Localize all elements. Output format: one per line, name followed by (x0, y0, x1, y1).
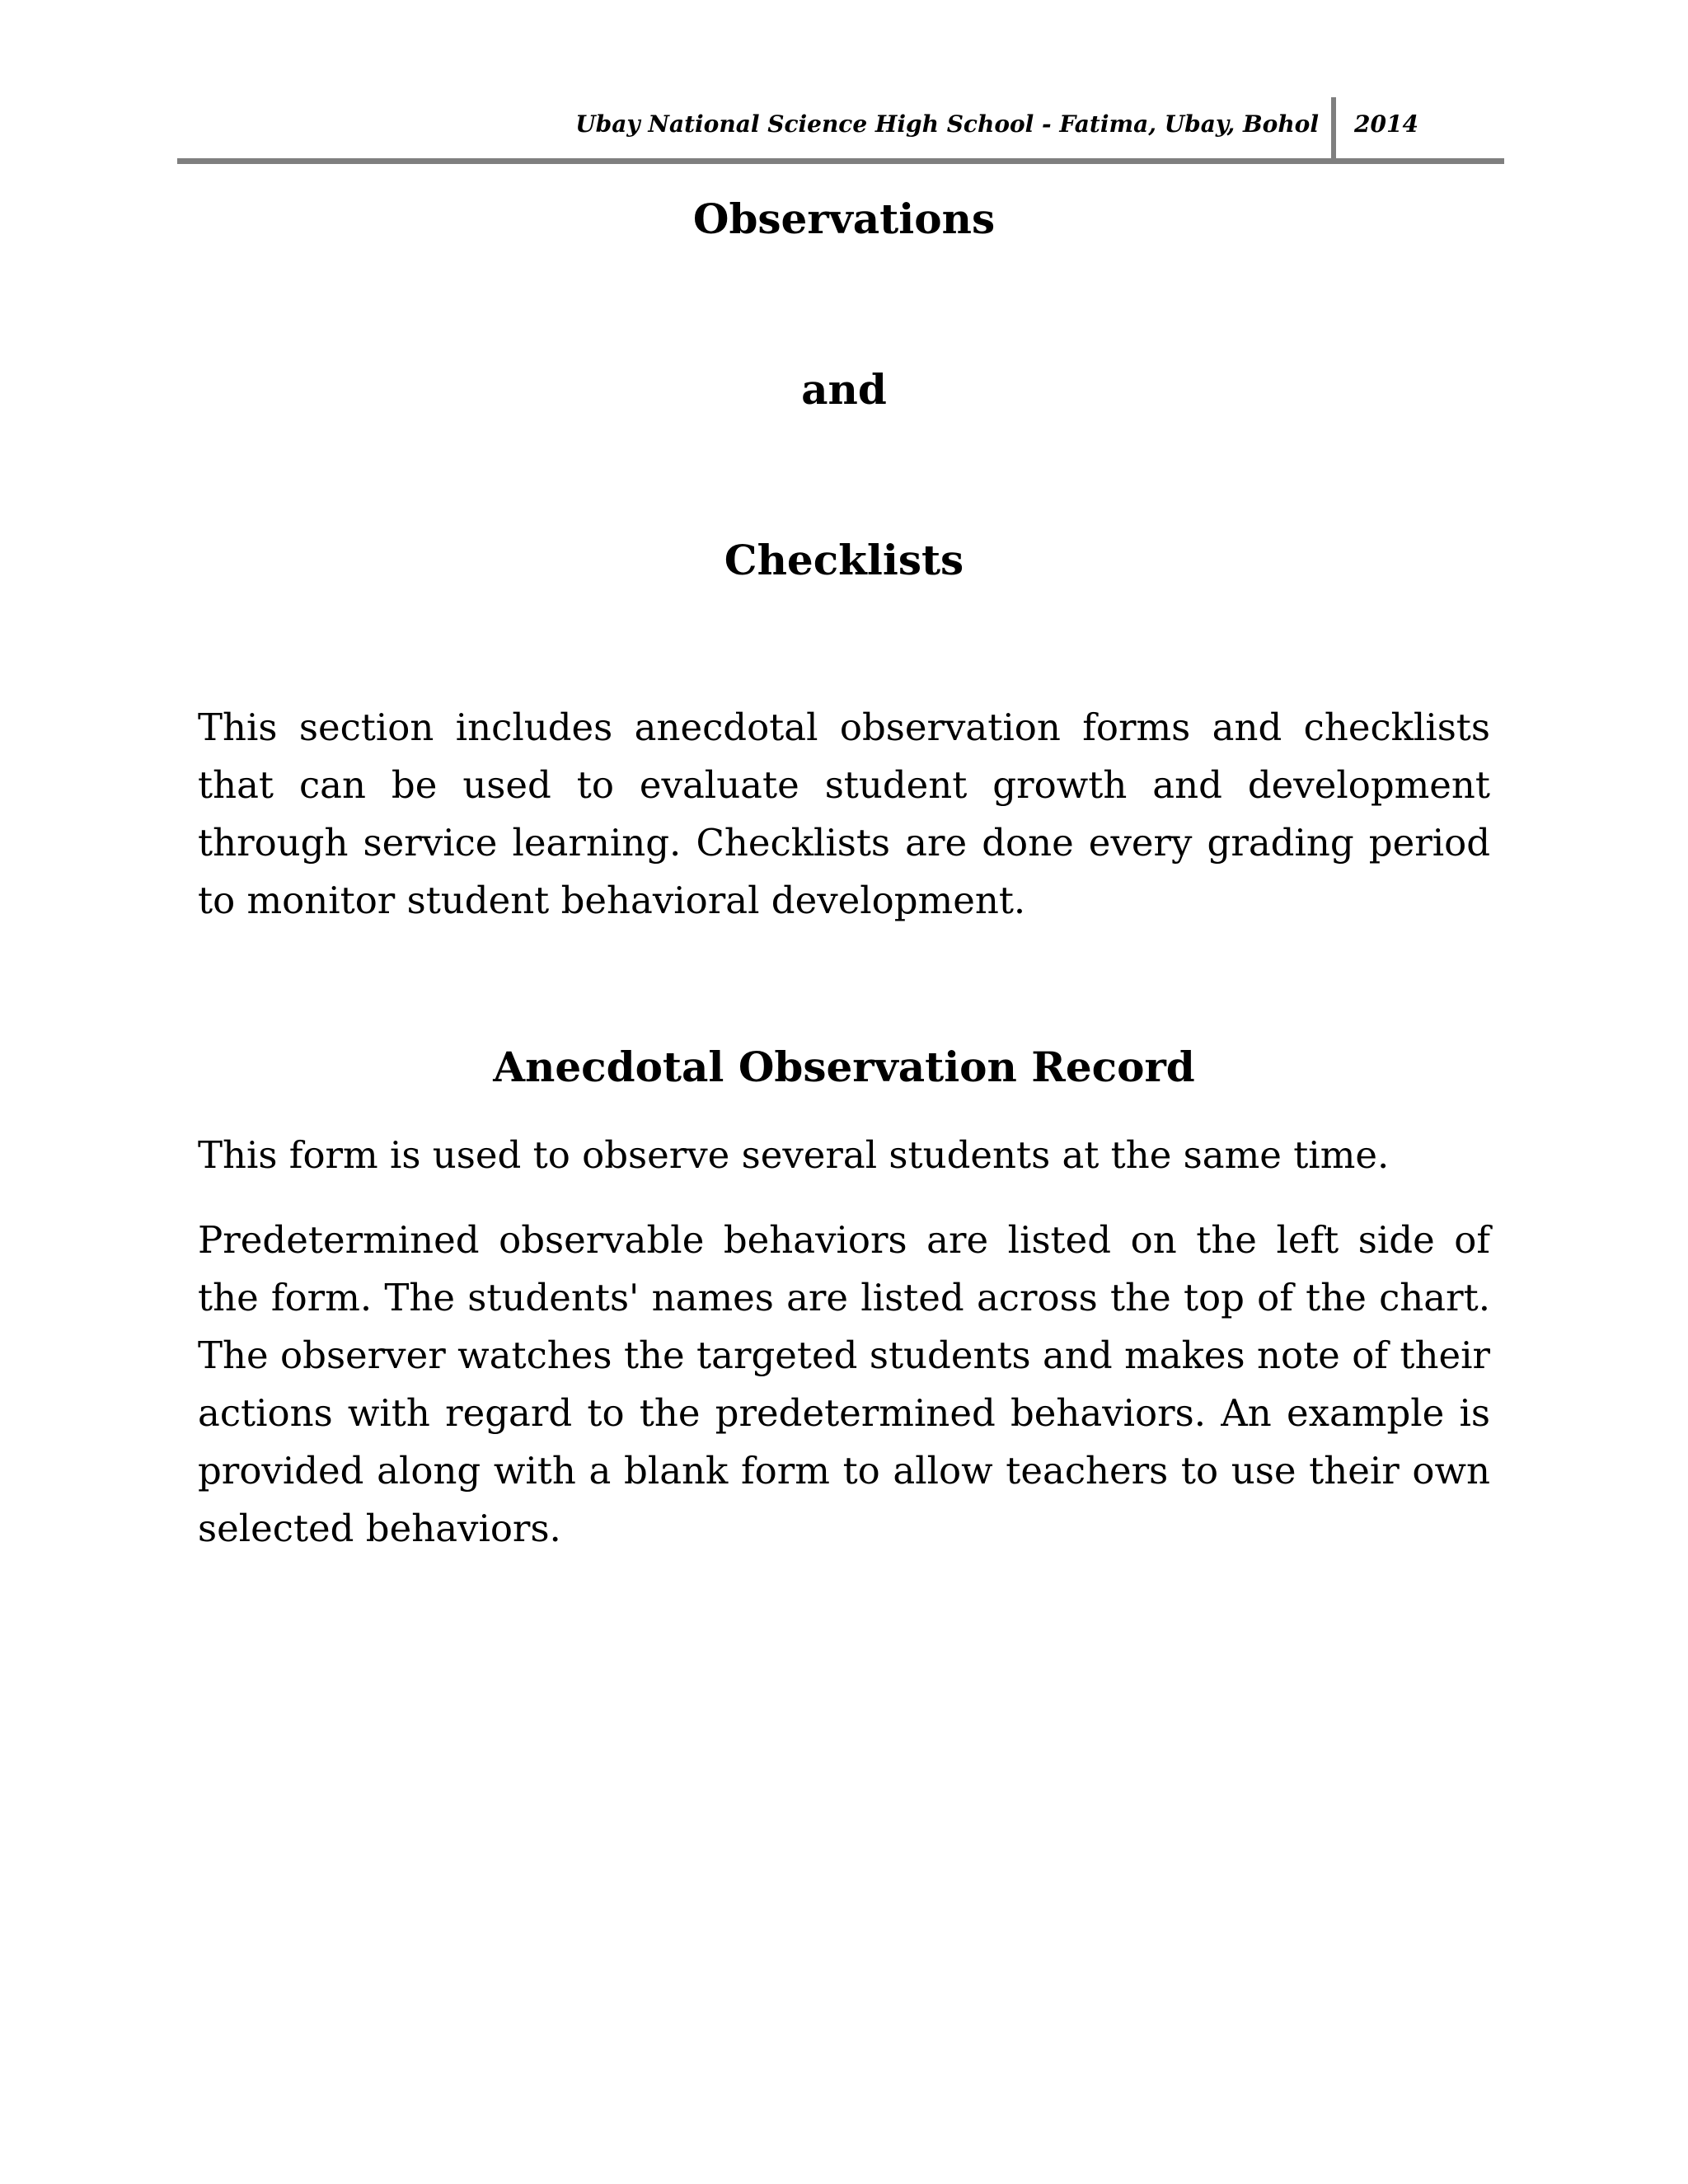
page-title-line-3: Checklists (724, 536, 964, 584)
header-rule (177, 158, 1504, 164)
section-paragraph: Predetermined observable behaviors are listed on the left side of the form. The students' names are listed across the top of the chart. The observer watches the targeted students and makes note of their actions with regard to the predetermined behaviors. An example is provided along with a blank form to allow teachers to use their own selected behaviors. (198, 1218, 1490, 1550)
page-header (177, 97, 1504, 165)
header-divider (1331, 97, 1336, 160)
section-lead-text: This form is used to observe several students at the same time. (198, 1133, 1390, 1177)
intro-paragraph: This section includes anecdotal observation forms and checklists that can be used to evaluate student growth and development through service learning. Checklists are done every grading period to monitor student behavioral development. (198, 705, 1490, 922)
header-school-name: Ubay National Science High School - Fatima, Ubay, Bohol (575, 110, 1319, 138)
header-year: 2014 (1354, 110, 1418, 138)
page-title-line-1: Observations (692, 194, 996, 243)
page-title-line-2: and (801, 365, 887, 414)
section-heading: Anecdotal Observation Record (493, 1043, 1195, 1091)
